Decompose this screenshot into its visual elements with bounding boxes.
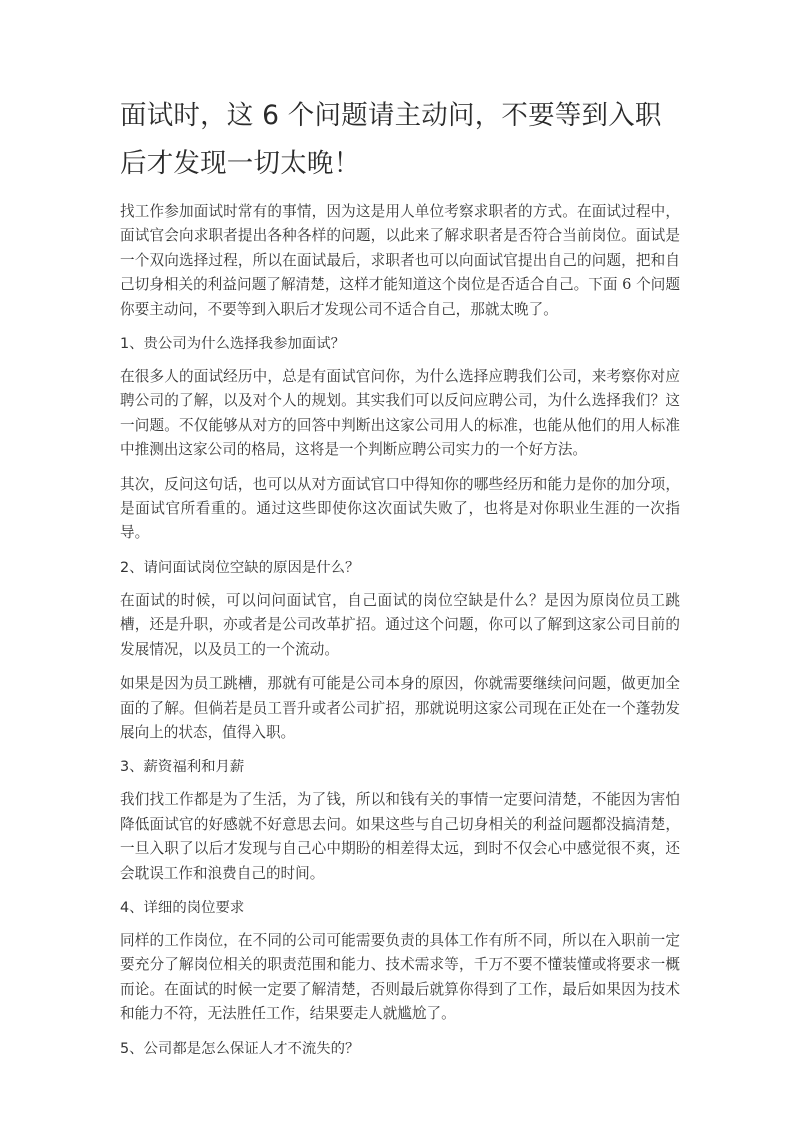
- document-page: [120, 0, 680, 1070]
- section-paragraph: 同样的工作岗位，在不同的公司可能需要负责的具体工作有所不同，所以在入职前一定要充分了解岗位相关的职责范围和能力、技术需求等，千万不要不懂装懂或将要求一概而论。在面试的时候一定要了解清楚，否则最后就算你得到了工作，最后如果因为技术和能力不符，无法胜任工作，结果要走人就尴尬了。: [120, 931, 680, 1023]
- section-1: [120, 332, 680, 546]
- section-paragraph: 在很多人的面试经历中，总是有面试官问你，为什么选择应聘我们公司，来考察你对应聘公司的了解，以及对个人的规划。其实我们可以反问应聘公司，为什么选择我们？这一问题。不仅能够从对方的回答中判断出这家公司用人的标准，也能从他们的用人标准中推测出这家公司的格局，这将是一个判断应聘公司实力的一个好方法。: [120, 368, 680, 459]
- section-heading: 1、贵公司为什么选择我参加面试？: [120, 336, 346, 353]
- article-title: 面试时，这 6 个问题请主动问，不要等到入职后才发现一切太晚！: [120, 100, 662, 179]
- section-paragraph: 我们找工作都是为了生活，为了钱，所以和钱有关的事情一定要问清楚，不能因为害怕降低面试官的好感就不好意思去问。如果这些与自己切身相关的利益问题都没搞清楚，一旦入职了以后才发现与自己心中期盼的相差得太远，到时不仅会心中感觉很不爽，还会耽误工作和浪费自己的时间。: [120, 791, 680, 882]
- section-heading: 4、详细的岗位要求: [120, 899, 245, 916]
- section-2: [120, 556, 680, 745]
- section-heading: 3、薪资福利和月薪: [120, 759, 245, 776]
- section-heading: 2、请问面试岗位空缺的原因是什么？: [120, 559, 360, 576]
- intro-paragraph: 找工作参加面试时常有的事情，因为这是用人单位考察求职者的方式。在面试过程中，面试官会向求职者提出各种各样的问题，以此来了解求职者是否符合当前岗位。面试是一个双向选择过程，所以在面试最后，求职者也可以向面试官提出自己的问题，把和自己切身相关的利益问题了解清楚，这样才能知道这个岗位是否适合自己。下面 6 个问题你要主动问，不要等到入职后才发现公司不适合自己，那就太晚了。: [120, 203, 680, 318]
- section-3: [120, 755, 680, 886]
- section-5: [120, 1037, 680, 1061]
- section-4: [120, 896, 680, 1027]
- section-paragraph: 在面试的时候，可以问问面试官，自己面试的岗位空缺是什么？是因为原岗位员工跳槽，还是升职，亦或者是公司改革扩招。通过这个问题，你可以了解到这家公司目前的发展情况，以及员工的一个流动。: [120, 591, 680, 658]
- section-paragraph: 其次，反问这句话，也可以从对方面试官口中得知你的哪些经历和能力是你的加分项，是面试官所看重的。通过这些即使你这次面试失败了，也将是对你职业生涯的一次指导。: [120, 475, 680, 542]
- section-paragraph: 如果是因为员工跳槽，那就有可能是公司本身的原因，你就需要继续问问题，做更加全面的了解。但倘若是员工晋升或者公司扩招，那就说明这家公司现在正处在一个蓬勃发展向上的状态，值得入职。: [120, 675, 680, 741]
- section-heading: 5、公司都是怎么保证人才不流失的？: [120, 1040, 360, 1057]
- article-body: [120, 200, 680, 1061]
